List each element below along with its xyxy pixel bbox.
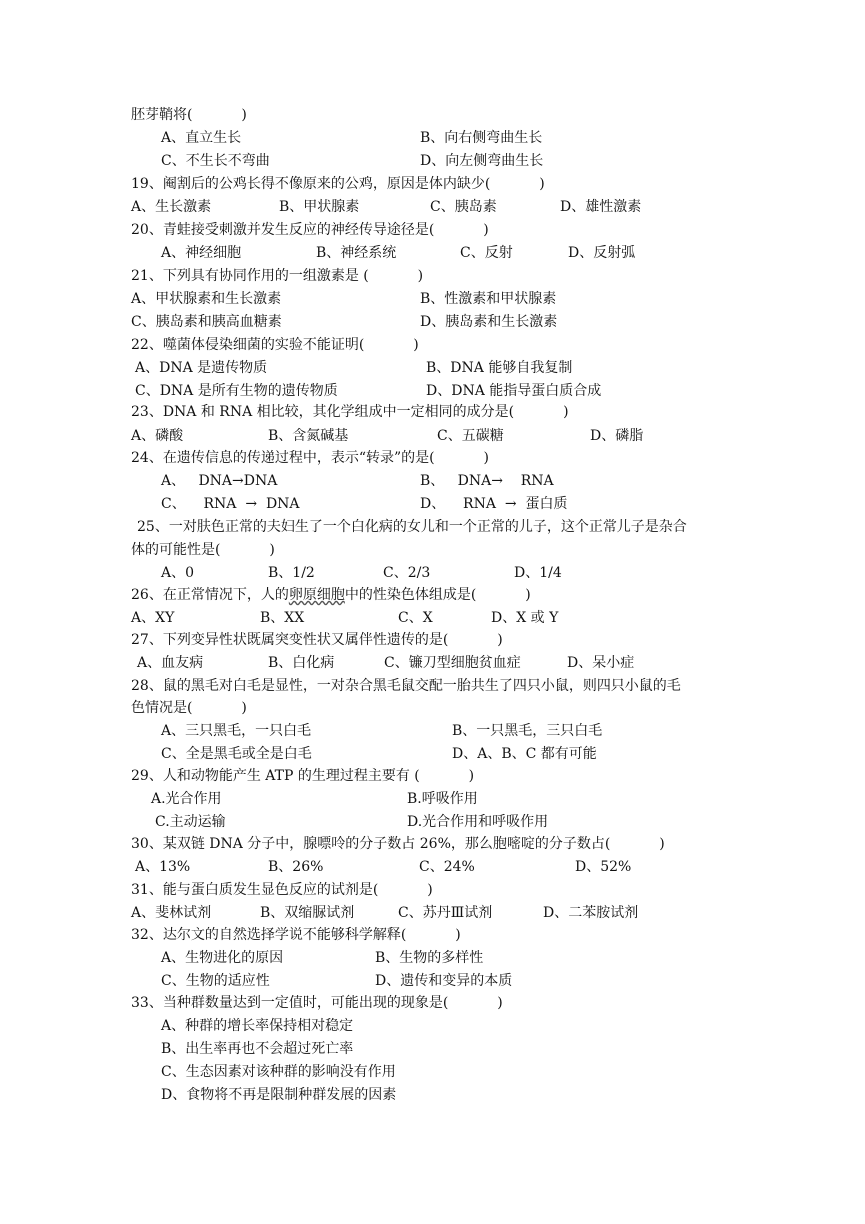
- option-d: D、 RNA → 蛋白质: [420, 496, 568, 512]
- question-28: 28、鼠的黑毛对白毛是显性，一对杂合黑毛鼠交配一胎共生了四只小鼠，则四只小鼠的毛: [131, 678, 681, 694]
- question-25: 25、一对肤色正常的夫妇生了一个白化病的女儿和一个正常的儿子，这个正常儿子是杂合: [137, 519, 687, 535]
- option-b: B、 DNA→ RNA: [420, 473, 554, 489]
- option-c: C、X: [398, 610, 433, 626]
- option-a: A、神经细胞: [161, 245, 242, 261]
- option-a: A、斐林试剂: [131, 905, 212, 921]
- option-b: B、生物的多样性: [375, 950, 484, 966]
- option-d: D、A、B、C 都有可能: [452, 746, 597, 762]
- question-26: [131, 586, 531, 604]
- question-29: 29、人和动物能产生 ATP 的生理过程主要有 ( ): [131, 768, 475, 784]
- question-24: 24、在遗传信息的传递过程中，表示“转录”的是( ): [131, 450, 490, 466]
- option-d: D、向左侧弯曲生长: [420, 153, 544, 169]
- option-b: B、DNA 能够自我复制: [426, 360, 573, 376]
- option-a: A、生物进化的原因: [161, 950, 284, 966]
- question-27: 27、下列变异性状既属突变性状又属伴性遗传的是( ): [131, 632, 503, 648]
- option-b: B、1/2: [268, 565, 315, 581]
- option-c: C、五碳糖: [437, 428, 504, 444]
- option-c: C.主动运输: [155, 814, 226, 830]
- option-c: C、24%: [419, 859, 475, 875]
- option-c: C、苏丹Ⅲ试剂: [398, 905, 493, 921]
- option-d: D、1/4: [514, 565, 562, 581]
- option-d: D、52%: [575, 859, 632, 875]
- option-d: D.光合作用和呼吸作用: [407, 814, 549, 830]
- option-b: B.呼吸作用: [407, 791, 478, 807]
- question-30: 30、某双链 DNA 分子中，腺嘌呤的分子数占 26%，那么胞嘧啶的分子数占( ): [131, 836, 665, 852]
- option-d: D、二苯胺试剂: [543, 905, 639, 921]
- option-b: B、含氮碱基: [268, 428, 349, 444]
- option-c: C、胰岛素和胰高血糖素: [131, 314, 282, 330]
- option-b: B、甲状腺素: [279, 199, 360, 215]
- option-c: C、生物的适应性: [161, 973, 270, 989]
- option-d: D、遗传和变异的本质: [375, 973, 513, 989]
- question-19: 19、阉割后的公鸡长得不像原来的公鸡，原因是体内缺少( ): [131, 176, 545, 192]
- option-a: A、磷酸: [131, 428, 184, 444]
- option-b: B、白化病: [268, 655, 335, 671]
- option-d: D、磷脂: [590, 428, 644, 444]
- question-stem: 胚芽鞘将( ): [131, 107, 247, 123]
- option-d: D、雄性激素: [560, 199, 642, 215]
- option-a: A、DNA 是遗传物质: [135, 360, 268, 376]
- option-d: D、呆小症: [567, 655, 635, 671]
- option-a: A、血友病: [137, 655, 204, 671]
- question-26-text: 26、在正常情况下，人的: [131, 587, 289, 603]
- question-33: 33、当种群数量达到一定值时，可能出现的现象是( ): [131, 995, 503, 1011]
- option-a: A、种群的增长率保持相对稳定: [161, 1018, 354, 1034]
- option-b: B、神经系统: [316, 245, 397, 261]
- question-22: 22、噬菌体侵染细菌的实验不能证明( ): [131, 337, 419, 353]
- option-b: B、XX: [260, 610, 305, 626]
- option-b: B、向右侧弯曲生长: [420, 130, 543, 146]
- option-a: A、 DNA→DNA: [161, 473, 278, 489]
- option-d: D、胰岛素和生长激素: [420, 314, 558, 330]
- option-c: C、镰刀型细胞贫血症: [384, 655, 521, 671]
- question-20: 20、青蛙接受刺激并发生反应的神经传导途径是( ): [131, 222, 489, 238]
- option-c: C、全是黑毛或全是白毛: [161, 746, 312, 762]
- option-c: C、DNA 是所有生物的遗传物质: [135, 383, 338, 399]
- underlined-term: 卵原细胞: [288, 587, 345, 603]
- option-d: D、反射弧: [568, 245, 636, 261]
- question-28-cont: 色情况是( ): [131, 700, 247, 716]
- question-25-cont: 体的可能性是( ): [131, 542, 275, 558]
- option-c: C、生态因素对该种群的影响没有作用: [161, 1064, 396, 1080]
- option-c: C、反射: [460, 245, 513, 261]
- option-a: A、0: [161, 565, 195, 581]
- option-b: B、26%: [268, 859, 324, 875]
- option-a: A、生长激素: [131, 199, 212, 215]
- option-b: B、双缩脲试剂: [260, 905, 355, 921]
- question-23: 23、DNA 和 RNA 相比较，其化学组成中一定相同的成分是( ): [131, 404, 569, 420]
- option-a: A、三只黑毛，一只白毛: [161, 723, 312, 739]
- option-b: B、性激素和甲状腺素: [420, 291, 557, 307]
- question-32: 32、达尔文的自然选择学说不能够科学解释( ): [131, 927, 461, 943]
- question-26-text-end: 中的性染色体组成是( ): [344, 587, 531, 603]
- option-a: A、13%: [135, 859, 191, 875]
- option-c: C、胰岛素: [430, 199, 497, 215]
- option-b: B、出生率再也不会超过死亡率: [161, 1041, 354, 1057]
- option-c: C、不生长不弯曲: [161, 153, 270, 169]
- option-b: B、一只黑毛，三只白毛: [452, 723, 603, 739]
- option-a: A、直立生长: [161, 130, 242, 146]
- question-21: 21、下列具有协同作用的一组激素是 ( ): [131, 268, 424, 284]
- option-c: C、 RNA → DNA: [161, 496, 300, 512]
- option-a: A、XY: [131, 610, 175, 626]
- option-c: C、2/3: [383, 565, 431, 581]
- option-a: A.光合作用: [151, 791, 222, 807]
- option-d: D、DNA 能指导蛋白质合成: [426, 383, 602, 399]
- option-a: A、甲状腺素和生长激素: [131, 291, 282, 307]
- question-31: 31、能与蛋白质发生显色反应的试剂是( ): [131, 882, 433, 898]
- option-d: D、食物将不再是限制种群发展的因素: [161, 1087, 397, 1103]
- option-d: D、X 或 Y: [491, 610, 559, 626]
